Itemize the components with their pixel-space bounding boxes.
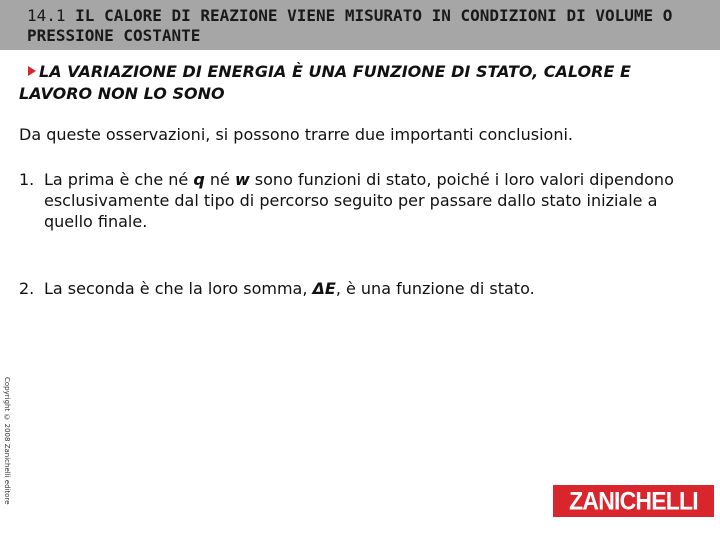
list-number: 1. (19, 170, 35, 189)
w-symbol: w (234, 170, 250, 189)
section-title: IL CALORE DI REAZIONE VIENE MISURATO IN CONDIZIONI DI VOLUME O PRESSIONE COSTANTE (27, 6, 673, 45)
q-symbol: q (193, 170, 205, 189)
text-segment: , è una funzione di stato. (335, 279, 535, 298)
zanichelli-logo (553, 485, 714, 517)
slide-subtitle (19, 61, 709, 105)
red-arrow-icon (28, 66, 36, 76)
section-number: 14.1 (27, 6, 66, 25)
list-item (19, 278, 709, 299)
text-segment: sono funzioni di stato, poiché i loro valori dipendono esclusivamente dal tipo di percorso seguito per passare dallo stato iniziale a quello finale. (44, 170, 674, 231)
list-text (44, 278, 709, 299)
intro-paragraph: Da queste osservazioni, si possono trarre due importanti conclusioni. (19, 125, 573, 144)
list-item (19, 169, 709, 232)
text-segment: né (204, 170, 235, 189)
slide-title (27, 6, 707, 46)
logo-text: ZANICHELLI (569, 486, 698, 515)
list-number: 2. (19, 279, 35, 298)
header-bar (0, 0, 720, 50)
copyright-notice: Copyright © 2008 Zanichelli editore (3, 377, 11, 505)
subtitle-text: LA VARIAZIONE DI ENERGIA È UNA FUNZIONE DI STATO, CALORE E LAVORO NON LO SONO (19, 62, 631, 103)
delta-e-symbol: ΔE (312, 279, 336, 298)
text-segment: La prima è che né (44, 170, 194, 189)
list-text (44, 169, 709, 232)
text-segment: La seconda è che la loro somma, (44, 279, 313, 298)
